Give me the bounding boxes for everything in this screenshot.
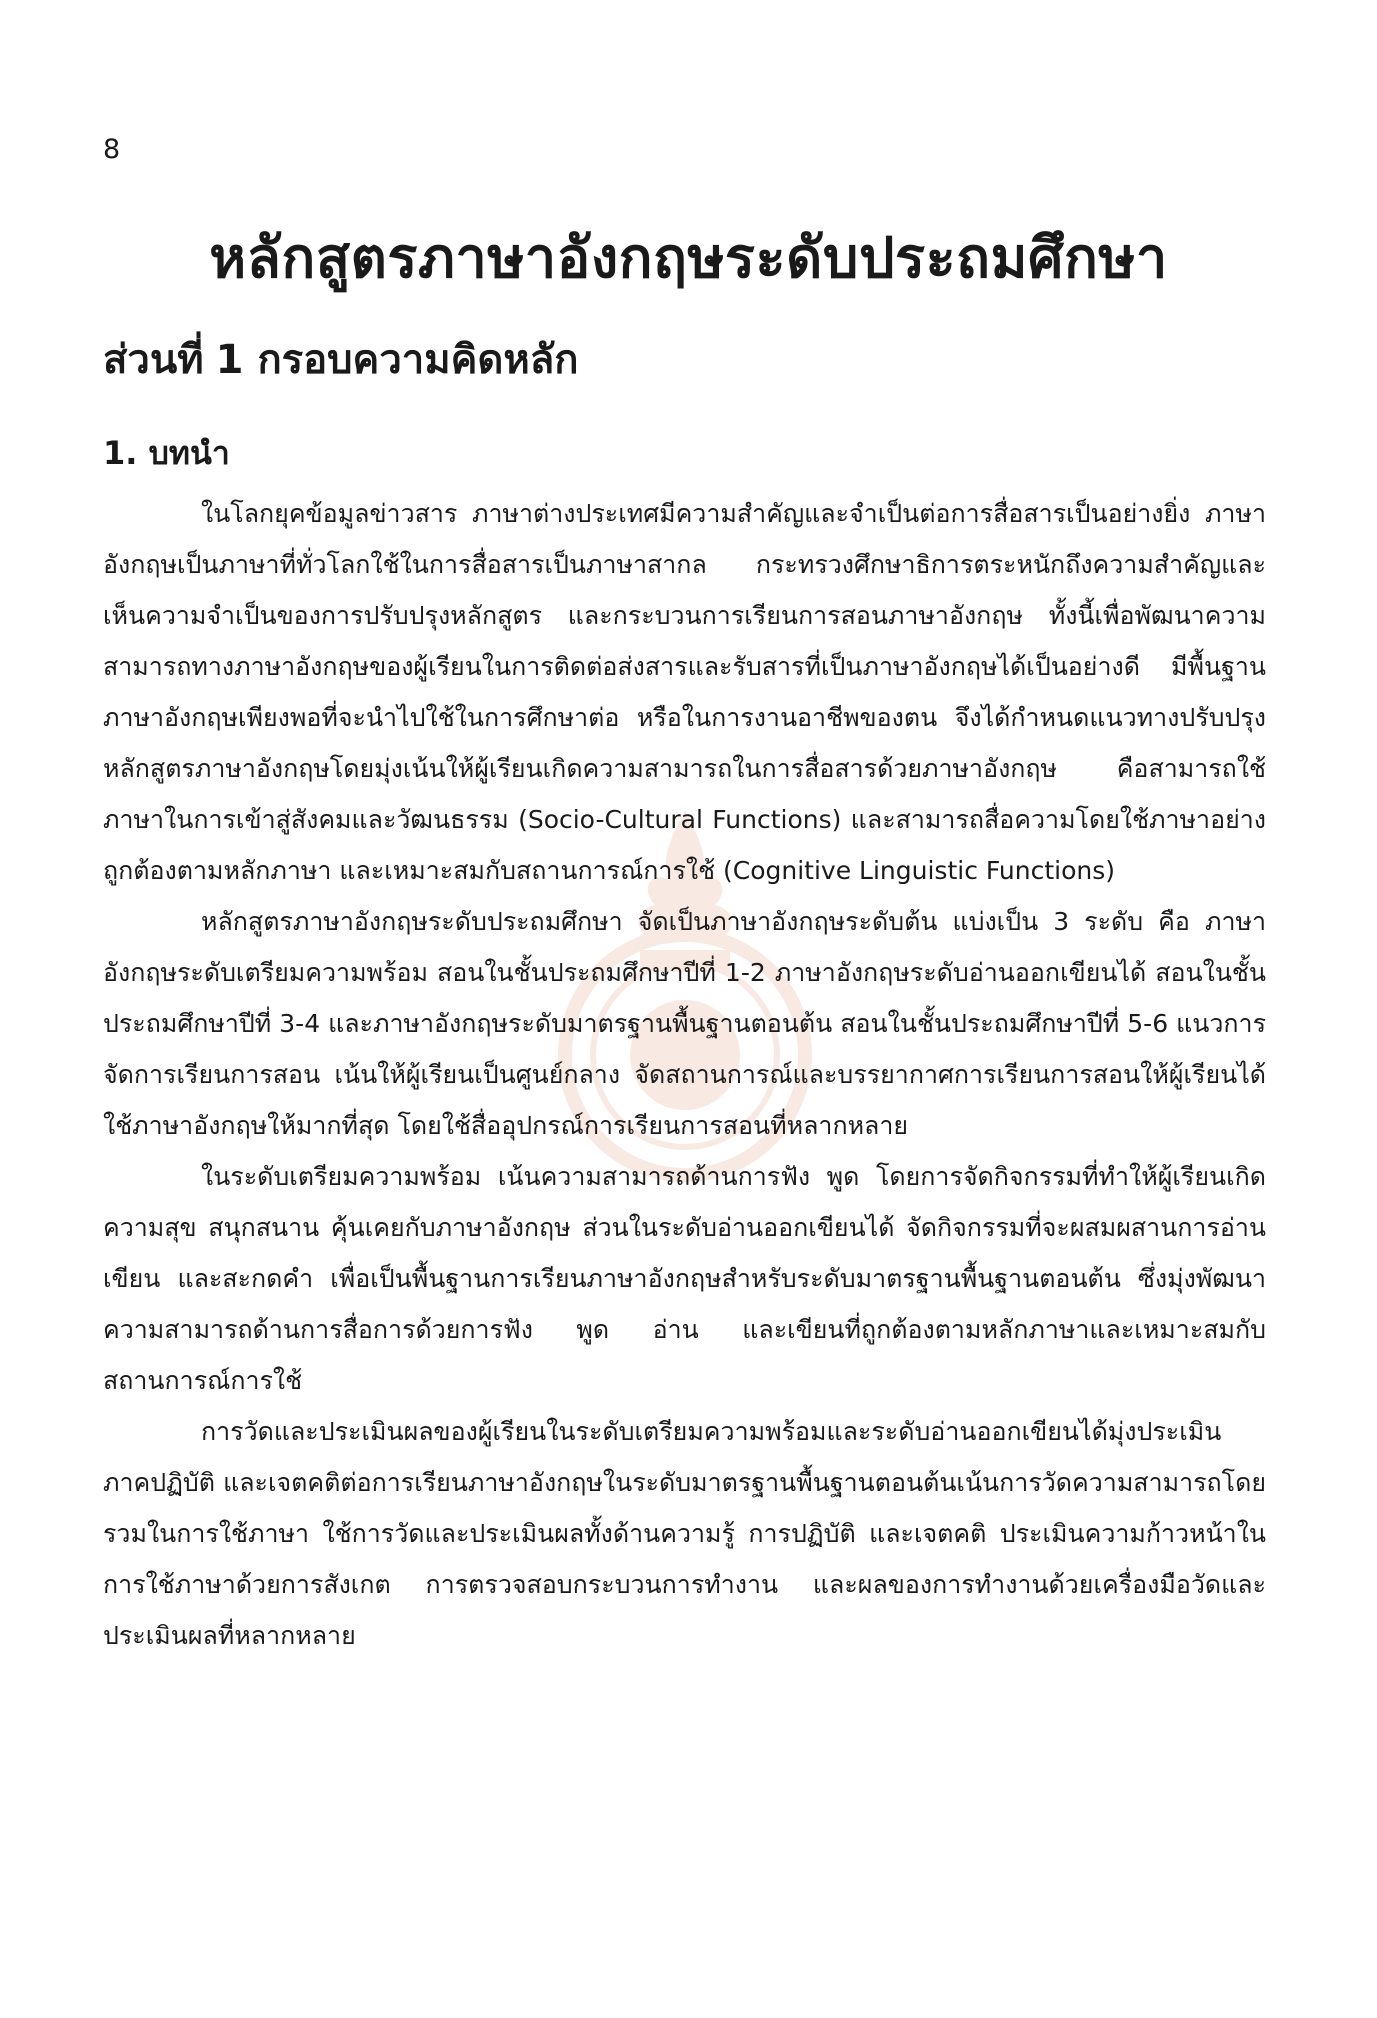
section-number: 1 <box>215 337 244 383</box>
paragraph: การวัดและประเมินผลของผู้เรียนในระดับเตรียมความพร้อมและระดับอ่านออกเขียนได้มุ่งประเมินภาคปฏิบัติ และเจตคติต่อการเรียนภาษาอังกฤษในระดับมาตรฐานพื้นฐานตอนต้นเน้นการวัดความสามารถโดยรวมในการใช้ภาษา ใช้การวัดและประเมินผลทั้งด้านความรู้ การปฏิบัติ และเจตคติ ประเมินความก้าวหน้าในการใช้ภาษาด้วยการสังเกต การตรวจสอบกระบวนการทำงาน และผลของการทำงานด้วยเครื่องมือวัดและประเมินผลที่หลากหลาย <box>103 1417 1266 1650</box>
subheading-introduction: 1. บทนำ <box>103 434 230 472</box>
page-title: หลักสูตรภาษาอังกฤษระดับประถมศึกษา <box>209 226 1168 291</box>
body-text <box>103 488 1266 1661</box>
paragraph: ในระดับเตรียมความพร้อม เน้นความสามารถด้านการฟัง พูด โดยการจัดกิจกรรมที่ทำให้ผู้เรียนเกิดความสุข สนุกสนาน คุ้นเคยกับภาษาอังกฤษ ส่วนในระดับอ่านออกเขียนได้ จัดกิจกรรมที่จะผสมผสานการอ่าน เขียน และสะกดคำ เพื่อเป็นพื้นฐานการเรียนภาษาอังกฤษสำหรับระดับมาตรฐานพื้นฐานตอนต้น ซึ่งมุ่งพัฒนาความสามารถด้านการสื่อการด้วยการฟัง พูด อ่าน และเขียนที่ถูกต้องตามหลักภาษาและเหมาะสมกับสถานการณ์การใช้ <box>103 1162 1266 1395</box>
section-label: ส่วนที่ <box>103 337 204 383</box>
page-number: 8 <box>103 134 121 165</box>
section-heading <box>103 338 578 382</box>
paragraph: หลักสูตรภาษาอังกฤษระดับประถมศึกษา จัดเป็นภาษาอังกฤษระดับต้น แบ่งเป็น 3 ระดับ คือ ภาษาอังกฤษระดับเตรียมความพร้อม สอนในชั้นประถมศึกษาปีที่ 1-2 ภาษาอังกฤษระดับอ่านออกเขียนได้ สอนในชั้นประถมศึกษาปีที่ 3-4 และภาษาอังกฤษระดับมาตรฐานพื้นฐานตอนต้น สอนในชั้นประถมศึกษาปีที่ 5-6 แนวการจัดการเรียนการสอน เน้นให้ผู้เรียนเป็นศูนย์กลาง จัดสถานการณ์และบรรยากาศการเรียนการสอนให้ผู้เรียนได้ใช้ภาษาอังกฤษให้มากที่สุด โดยใช้สื่ออุปกรณ์การเรียนการสอนที่หลากหลาย <box>103 907 1266 1140</box>
section-name: กรอบความคิดหลัก <box>257 337 579 383</box>
paragraph: ในโลกยุคข้อมูลข่าวสาร ภาษาต่างประเทศมีความสำคัญและจำเป็นต่อการสื่อสารเป็นอย่างยิ่ง ภาษาอังกฤษเป็นภาษาที่ทั่วโลกใช้ในการสื่อสารเป็นภาษาสากล กระทรวงศึกษาธิการตระหนักถึงความสำคัญและเห็นความจำเป็นของการปรับปรุงหลักสูตร และกระบวนการเรียนการสอนภาษาอังกฤษ ทั้งนี้เพื่อพัฒนาความสามารถทางภาษาอังกฤษของผู้เรียนในการติดต่อส่งสารและรับสารที่เป็นภาษาอังกฤษได้เป็นอย่างดี มีพื้นฐานภาษาอังกฤษเพียงพอที่จะนำไปใช้ในการศึกษาต่อ หรือในการงานอาชีพของตน จึงได้กำหนดแนวทางปรับปรุงหลักสูตรภาษาอังกฤษโดยมุ่งเน้นให้ผู้เรียนเกิดความสามารถในการสื่อสารด้วยภาษาอังกฤษ คือสามารถใช้ภาษาในการเข้าสู่สังคมและวัฒนธรรม (Socio-Cultural Functions) และสามารถสื่อความโดยใช้ภาษาอย่างถูกต้องตามหลักภาษา และเหมาะสมกับสถานการณ์การใช้ (Cognitive Linguistic Functions) <box>103 499 1266 885</box>
